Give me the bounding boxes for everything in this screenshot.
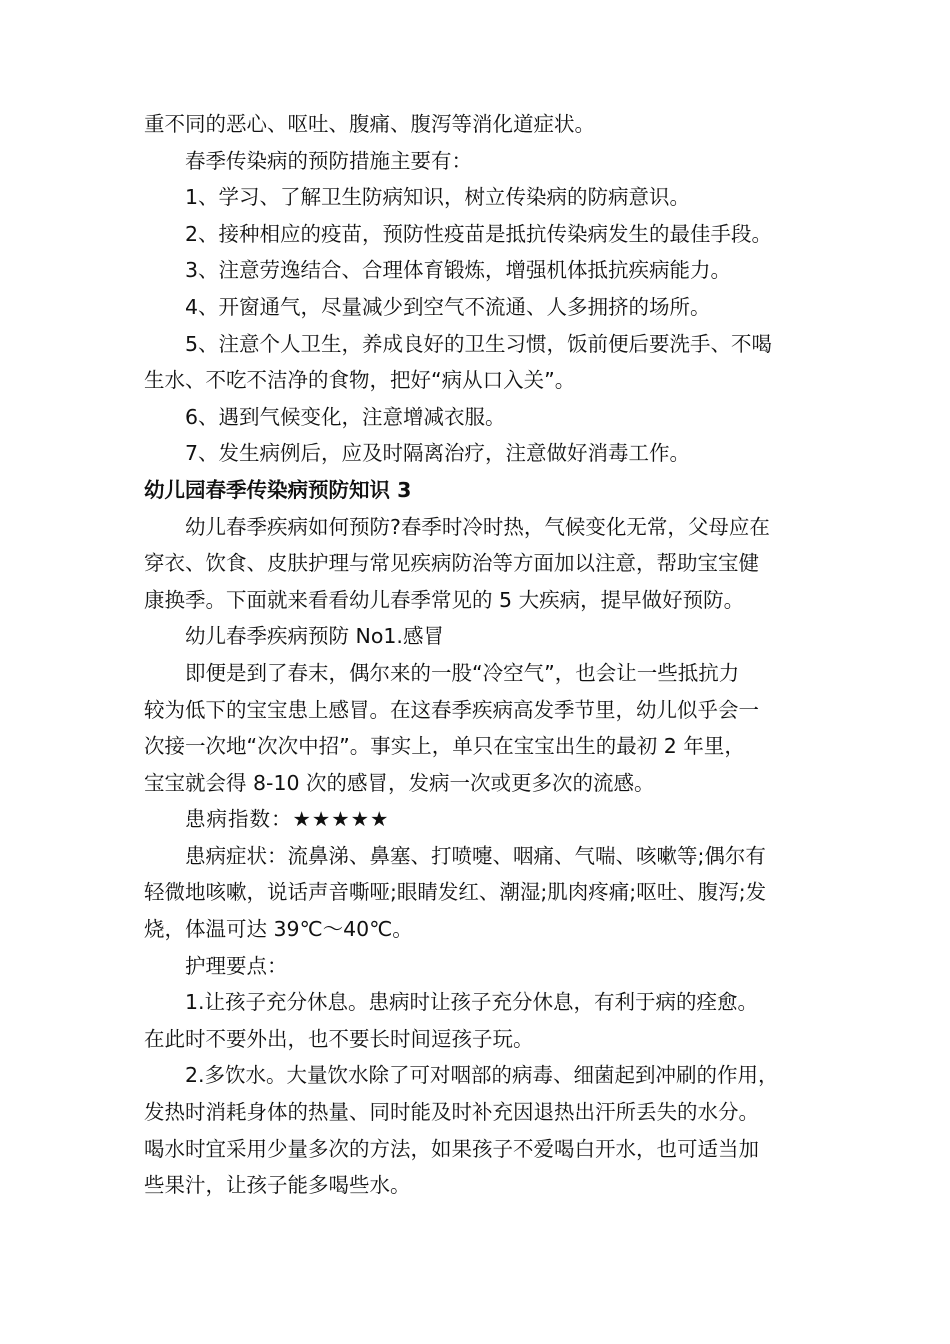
text-line: 春季传染病的预防措施主要有： (185, 148, 472, 173)
text-line: 重不同的恶心、呕吐、腹痛、腹泻等消化道症状。 (144, 112, 595, 136)
subheading: 幼儿春季疾病预防 No1.感冒 (185, 624, 444, 649)
text-line: 患病症状：流鼻涕、鼻塞、打喷嚏、咽痛、气喘、咳嗽等;偶尔有 (185, 843, 766, 868)
text-line: 烧，体温可达 39℃～40℃。 (144, 917, 413, 942)
list-item: 3、注意劳逸结合、合理体育锻炼，增强机体抵抗疾病能力。 (185, 258, 732, 283)
text-line: 护理要点： (185, 953, 288, 978)
list-item: 1、学习、了解卫生防病知识，树立传染病的防病意识。 (185, 185, 691, 210)
text-line: 穿衣、饮食、皮肤护理与常见疾病防治等方面加以注意，帮助宝宝健 (144, 551, 759, 576)
text-line: 在此时不要外出，也不要长时间逗孩子玩。 (144, 1026, 534, 1051)
text-line: 即便是到了春末，偶尔来的一股“冷空气”，也会让一些抵抗力 (185, 660, 740, 685)
rating-line: 患病指数：★★★★★ (185, 807, 390, 832)
list-item: 1.让孩子充分休息。患病时让孩子充分休息，有利于病的痊愈。 (185, 990, 759, 1015)
text-line: 发热时消耗身体的热量、同时能及时补充因退热出汗所丢失的水分。 (144, 1100, 759, 1125)
text-line: 次接一次地“次次中招”。事实上，单只在宝宝出生的最初 2 年里， (144, 734, 745, 759)
document-body (144, 106, 814, 1204)
text-line: 幼儿春季疾病如何预防?春季时冷时热，气候变化无常，父母应在 (185, 514, 770, 539)
text-line: 轻微地咳嗽，说话声音嘶哑;眼睛发红、潮湿;肌肉疼痛;呕吐、腹泻;发 (144, 880, 767, 905)
text-line: 康换季。下面就来看看幼儿春季常见的 5 大疾病，提早做好预防。 (144, 587, 745, 612)
section-heading: 幼儿园春季传染病预防知识 3 (144, 477, 412, 502)
list-item: 2、接种相应的疫苗，预防性疫苗是抵抗传染病发生的最佳手段。 (185, 221, 773, 246)
text-line: 喝水时宜采用少量多次的方法，如果孩子不爱喝白开水，也可适当加 (144, 1136, 759, 1161)
text-line: 宝宝就会得 8-10 次的感冒，发病一次或更多次的流感。 (144, 770, 655, 795)
text-line: 较为低下的宝宝患上感冒。在这春季疾病高发季节里，幼儿似乎会一 (144, 697, 759, 722)
list-item: 4、开窗通气，尽量减少到空气不流通、人多拥挤的场所。 (185, 294, 711, 319)
text-line: 些果汁，让孩子能多喝些水。 (144, 1173, 411, 1198)
list-item: 5、注意个人卫生，养成良好的卫生习惯，饭前便后要洗手、不喝 (185, 331, 773, 356)
text-line: 生水、不吃不洁净的食物，把好“病从口入关”。 (144, 368, 576, 393)
list-item: 6、遇到气候变化，注意增减衣服。 (185, 404, 506, 429)
list-item: 7、发生病例后，应及时隔离治疗，注意做好消毒工作。 (185, 441, 691, 466)
list-item: 2.多饮水。大量饮水除了可对咽部的病毒、细菌起到冲刷的作用， (185, 1063, 779, 1088)
